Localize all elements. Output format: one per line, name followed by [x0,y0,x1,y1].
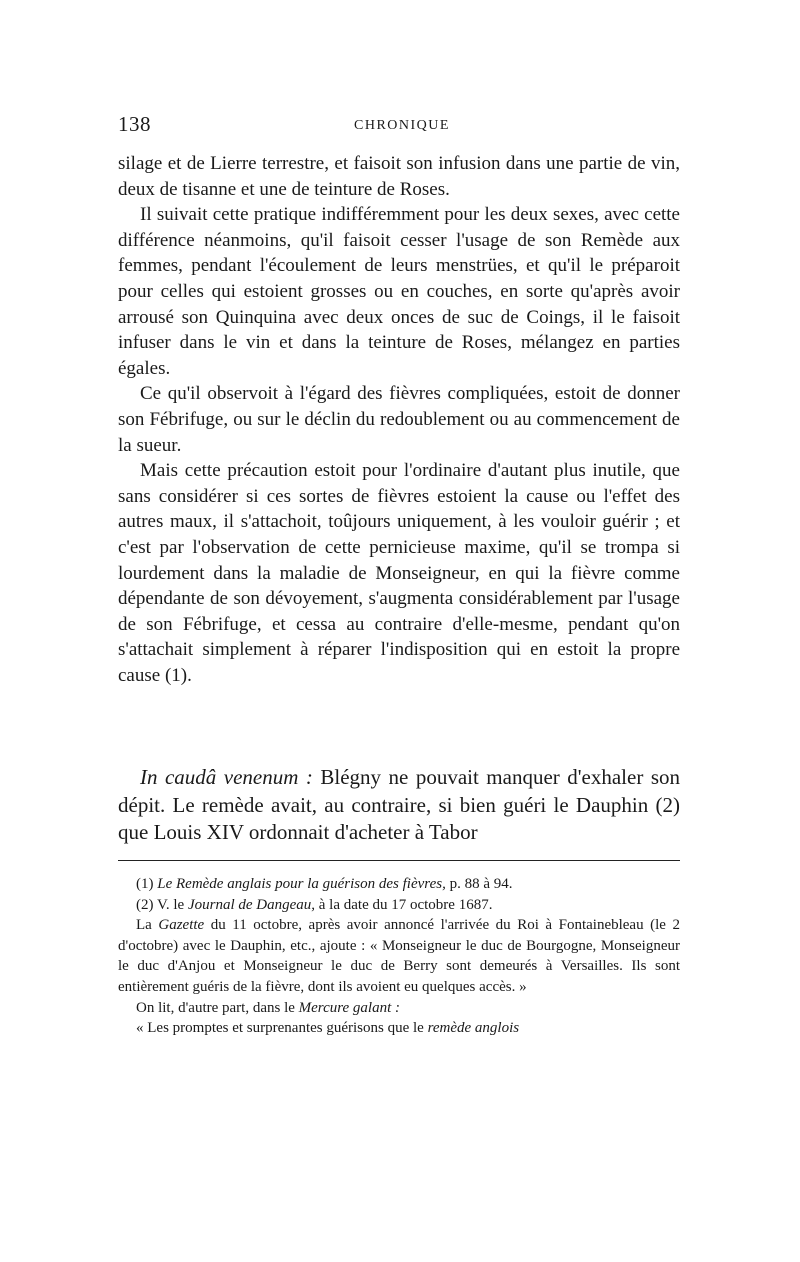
footnote-1-title: Le Remède anglais pour la guérison des fièvres, [157,876,446,892]
main-text [118,151,680,688]
footnote-divider [118,860,680,861]
footnote-1-suffix: p. 88 à 94. [445,876,513,892]
running-title: CHRONIQUE [354,118,450,133]
commentary-paragraph [118,764,680,847]
footnote-quote-prefix: « Les promptes et surprenantes guérisons que le [136,1020,428,1037]
footnotes [118,874,680,1039]
page-number: 138 [118,112,151,136]
footnote-gazette-text: du 11 octobre, après avoir annoncé l'arrivée du Roi à Fontainebleau (le 2 d'octobre) avec le Dauphin, etc., ajoute : « Monseigneur le duc de Bourgogne, Monseigneur le duc d'Anjou et Monseigneur le duc de Berry sont demeurés à Versailles. Ils sont entièrement guéris de la fièvre, dont ils avoient eu quelques accès. » [118,917,680,995]
footnote-mercure-title: Mercure galant : [298,999,401,1016]
paragraph-precaution: Mais cette précaution estoit pour l'ordinaire d'autant plus inutile, que sans considérer si ces sortes de fièvres estoient la cause ou l'effet des autres maux, il s'attachoit, toûjours uniquement, à les vouloir guérir ; et c'est par l'observation de cette pernicieuse maxime, qu'il se trompa si lourdement dans la maladie de Monseigneur, en qui la fièvre comme dépendante de son dévoyement, s'augmenta considérablement par l'usage de son Fébrifuge, et cessa au contraire d'elle-mesme, pendant qu'on s'attachait simplement à réparer l'indisposition qui en estoit la propre cause (1). [118,460,680,686]
commentary-text [118,764,680,847]
commentary-body: Blégny ne pouvait manquer d'exhaler son dépit. Le remède avait, au contraire, si bien guéri le Dauphin (2) que Louis XIV ordonnait d'acheter à Tabor [118,765,680,844]
paragraph-complicated-fevers: Ce qu'il observoit à l'égard des fièvres compliquées, estoit de donner son Fébrifuge, ou sur le déclin du redoublement ou au commencement de la sueur. [118,383,680,456]
footnote-1-prefix: (1) [136,876,158,892]
commentary-italic-lead: In caudâ venenum : [140,765,313,789]
paragraph-usage: Il suivait cette pratique indifféremment pour les deux sexes, avec cette différence néanmoins, qu'il faisoit cesser l'usage de son Remède aux femmes, pendant l'écoulement de leurs menstrües, et qu'il le préparoit pour celles qui estoient grosses ou en couches, en sorte qu'après avoir arrousé son Quinquina avec deux onces de suc de Coings, il le faisoit infuser dans le vin et dans la teinture de Roses, mélangez en parties égales. [118,204,680,379]
footnote-gazette-prefix: La [136,917,159,934]
footnote-quote [118,1018,680,1039]
footnote-2-title: Journal de Dangeau, [187,896,316,913]
footnote-gazette [118,915,680,997]
footnote-2-suffix: à la date du 17 octobre 1687. [315,896,493,913]
footnote-quote-italic: remède anglois [427,1020,520,1037]
page-header [118,112,680,142]
footnote-gazette-title: Gazette [158,917,205,934]
footnote-2-prefix: (2) V. le [136,896,188,913]
footnote-2 [118,895,680,916]
footnote-1 [118,874,680,895]
footnote-mercure-prefix: On lit, d'autre part, dans le [136,999,299,1016]
paragraph-continuation: silage et de Lierre terrestre, et faisoit son infusion dans une partie de vin, deux de tisanne et une de teinture de Roses. [118,153,680,200]
footnote-mercure [118,998,680,1019]
